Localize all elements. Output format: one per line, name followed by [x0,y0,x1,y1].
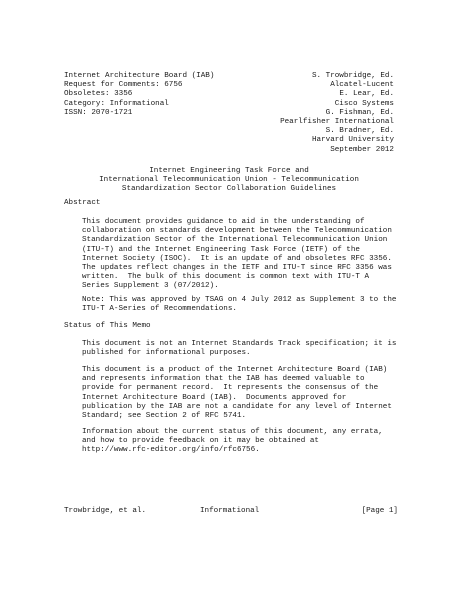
paragraph-line: Note: This was approved by TSAG on 4 July 2012 as Supplement 3 to the [82,296,397,304]
status-paragraph-2 [82,366,412,421]
header-left-line: ISSN: 2070-1721 [64,108,133,117]
status-paragraph-1 [82,340,412,358]
header-right-block [280,72,394,155]
paragraph-line: ITU-T A-Series of Recommendations. [82,305,237,314]
paragraph-line: Internet Society (ISOC). It is an update of and obsoletes RFC 3356. [82,254,392,263]
header-left-block [64,72,214,118]
header-left-line: Internet Architecture Board (IAB) [64,72,215,80]
header-right-line: S. Trowbridge, Ed. [311,72,394,80]
paragraph-line: (ITU-T) and the Internet Engineering Task Force (IETF) of the [82,245,360,254]
header-right-line: September 2012 [330,145,394,154]
paragraph-line: and how to provide feedback on it may be obtained at [82,437,319,446]
paragraph-line: Series Supplement 3 (07/2012). [82,282,219,291]
title-line: Standardization Sector Collaboration Guidelines [121,185,337,194]
paragraph-line: collaboration on standards development between the Telecommunication [82,227,392,236]
paragraph-line: This document is a product of the Internet Architecture Board (IAB) [82,366,388,374]
paragraph-line: and represents information that the IAB has deemed valuable to [82,375,365,384]
title-line: Internet Engineering Task Force and [149,167,309,175]
paragraph-line: Standard; see Section 2 of RFC 5741. [82,412,247,421]
header-right-line: E. Lear, Ed. [339,90,394,99]
paragraph-line: written. The bulk of this document is common text with ITU-T A [82,273,370,282]
header-right-line: S. Bradner, Ed. [325,127,394,136]
header-right-line: Pearlfisher International [280,118,394,127]
paragraph-line: This document is not an Internet Standards Track specification; it is [82,340,397,348]
paragraph-line: Internet Architecture Board (IAB). Documents approved for [82,393,347,402]
paragraph-line: Standardization Sector of the International Telecommunication Union [82,236,388,245]
header-right-line: G. Fishman, Ed. [325,108,394,117]
abstract-heading: Abstract [64,199,101,207]
rfc-editor-link[interactable]: http://www.rfc-editor.org/info/rfc6756. [82,446,260,455]
status-heading-wrap [64,322,404,331]
status-paragraph-3 [82,428,412,456]
header-left-line: Obsoletes: 3356 [64,90,133,99]
paragraph-line: The updates reflect changes in the IETF and ITU-T since RFC 3356 was [82,264,392,273]
abstract-paragraph-1 [82,218,412,292]
page-footer [64,507,398,517]
paragraph-line: This document provides guidance to aid in the understanding of [82,218,365,226]
status-heading: Status of This Memo [64,322,151,330]
footer-authors: Trowbridge, et al. [64,507,147,515]
header-left-line: Category: Informational [64,99,169,108]
title-line: International Telecommunication Union - Telecommunication [99,176,359,185]
header-left-line: Request for Comments: 6756 [64,81,183,90]
footer-page-number: [Page 1] [361,507,398,515]
paragraph-line: publication by the IAB are not a candidate for any level of Internet [82,402,392,411]
header-right-line: Alcatel-Lucent [330,81,394,90]
footer-category: Informational [200,507,260,515]
abstract-heading-wrap [64,199,404,208]
paragraph-line: Information about the current status of this document, any errata, [82,428,383,436]
paragraph-line: provide for permanent record. It represents the consensus of the [82,384,379,393]
header-right-line: Cisco Systems [334,99,394,108]
paragraph-line: published for informational purposes. [82,349,251,358]
abstract-paragraph-2 [82,296,412,314]
header-right-line: Harvard University [311,136,394,145]
document-title [64,167,394,195]
